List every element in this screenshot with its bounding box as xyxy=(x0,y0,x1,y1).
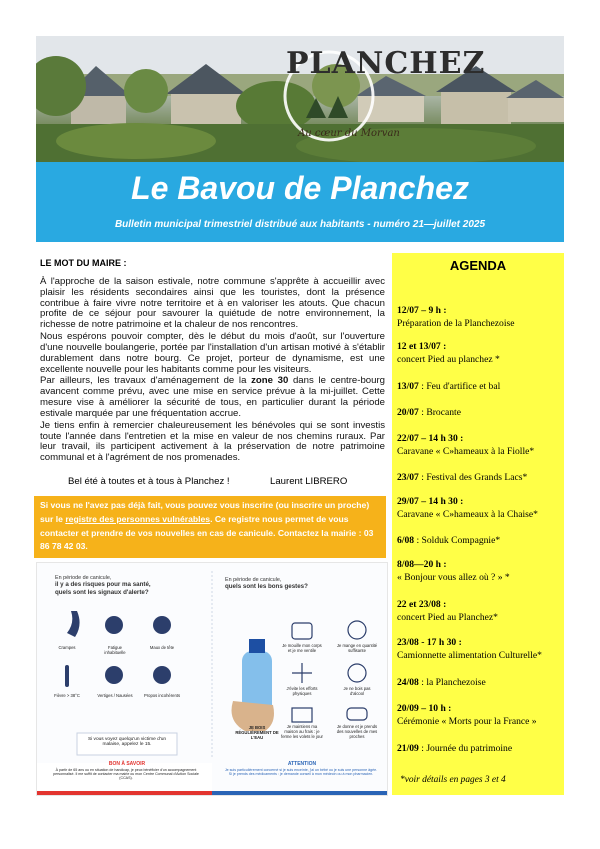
attention-title: ATTENTION xyxy=(287,761,317,767)
agenda-item: 29/07 – 14 h 30 : Caravane « C»hameaux à la Chaise* xyxy=(397,496,538,520)
logo-title: PLANCHEZ xyxy=(286,46,486,81)
call-15-message: Si vous voyez quelqu'un victime d'un malaise, appelez le 15. xyxy=(87,737,167,747)
mayor-paragraph-2: Nous espérons pouvoir compter, dès le début du mois d'août, sur l'ouverture d'une nouvelle boulangerie, portée par l'installation d'un artisan motivé à s'établir durablement dans notre bourg. Ce projet, porteur de dynamisme, est une excellente nouvelle pour les habitants comme pour les visiteurs. xyxy=(40,331,385,375)
drink-water-label: JE BOIS RÉGULIÈREMENT DE L'EAU xyxy=(235,725,279,740)
good-to-know-title: BON À SAVOIR xyxy=(108,761,146,767)
agenda-item: 12 et 13/07 : concert Pied au planchez * xyxy=(397,341,500,365)
mayor-paragraph-4: Je tiens enfin à remercier chaleureusement les bénévoles qui se sont investis toute l'année dans l'entretien et la mise en valeur de nos chemins ruraux. Par leur travail, ils participent activement à la préservation de notre patrimoine communal et à l'agrément de nos promenades. xyxy=(40,419,385,464)
newsletter-subtitle: Bulletin municipal trimestriel distribué aux habitants - numéro 21—juillet 2025 xyxy=(114,219,486,230)
registry-link[interactable]: registre des personnes vulnérables xyxy=(65,513,211,524)
mayor-signature: Laurent LIBRERO xyxy=(270,476,348,487)
agenda-footnote: *voir détails en pages 3 et 4 xyxy=(400,775,506,785)
agenda-item: 24/08 : la Planchezoise xyxy=(397,677,486,688)
signal-label: Maux de tête xyxy=(149,645,175,650)
heatwave-poster xyxy=(36,562,388,796)
mayor-paragraph-1: À l'approche de la saison estivale, notre commune s'apprête à accueillir avec plaisir les résidents secondaires ainsi que les touristes, dont la présence contribue à faire vivre notre territoire et à en valoriser les atouts. Que chacun profite de ce séjour pour savourer la quiétude de notre environnement, la richesse de notre patrimoine et la chaleur de nos rencontres. xyxy=(40,276,385,331)
mayor-paragraph-3: Par ailleurs, les travaux d'aménagement de la zone 30 dans le centre-bourg avancent comme prévu, avec une mise en service prévue à la mi-juillet. Cette mesure vise à améliorer la sécurité de tous, en particulier durant la période estivale marquée par une fréquentation accrue. xyxy=(40,375,385,419)
agenda-item: 21/09 : Journée du patrimoine xyxy=(397,743,513,754)
agenda-item: 20/07 : Brocante xyxy=(397,407,461,418)
agenda-item: 22 et 23/08 : concert Pied au Planchez* xyxy=(397,599,498,623)
agenda-item: 13/07 : Feu d'artifice et bal xyxy=(397,381,501,392)
good-to-know-text: À partir de 65 ans ou en situation de handicap, je peux bénéficier d'un accompagnement personnalisé. Il me suffit de contacter ma mairie ou mon Centre Communal d'Action Sociale (CCAS). xyxy=(53,768,199,780)
signal-label: Crampes xyxy=(58,645,76,650)
agenda-title: AGENDA xyxy=(449,258,507,273)
signal-label: Fatigue inhabituelle xyxy=(104,645,126,655)
agenda-item: 8/08—20 h : « Bonjour vous allez où ? » * xyxy=(397,559,510,583)
newsletter-title: Le Bavou de Planchez xyxy=(131,170,469,206)
agenda-item: 6/08 : Solduk Compagnie* xyxy=(397,535,501,546)
agenda-item: 23/07 : Festival des Grands Lacs* xyxy=(397,472,528,483)
signals-question: En période de canicule, il y a des risques pour ma santé, quels sont les signaux d'alerte? xyxy=(55,575,151,596)
gesture-label: Je ne bois pas d'alcool xyxy=(343,686,371,696)
gesture-label: Je donne et je prends des nouvelles de mes proches xyxy=(336,724,378,739)
mayor-word-text xyxy=(40,277,385,465)
agenda-item: 12/07 – 9 h : Préparation de la Planchezoise xyxy=(397,305,515,329)
zone-30-highlight: zone 30 xyxy=(251,375,289,387)
mayor-word-heading: LE MOT DU MAIRE : xyxy=(40,258,127,268)
agenda-item: 20/09 – 10 h : Cérémonie « Morts pour la France » xyxy=(397,703,537,727)
gesture-label: J'évite les efforts physiques xyxy=(286,686,318,696)
attention-text: Je suis particulièrement concerné si je suis enceinte, j'ai un bébé ou je suis une personne âgée. Si je prends des médicaments : je demande conseil à mon médecin ou à mon pharmacien. xyxy=(224,768,378,776)
title-band xyxy=(36,162,564,242)
gesture-label: Je maintiens ma maison au frais : je ferme les volets le jour xyxy=(281,724,323,739)
agenda-item: 22/07 – 14 h 30 : Caravane « C»hameaux à la Fiolle* xyxy=(397,433,535,457)
agenda-item: 23/08 - 17 h 30 : Camionnette alimentation Culturelle* xyxy=(397,637,542,661)
gestures-question: En période de canicule, quels sont les bons gestes? xyxy=(225,577,308,591)
gesture-label: Je mange en quantité suffisante xyxy=(336,643,378,653)
gesture-label: Je mouille mon corps et je me ventile xyxy=(282,643,322,653)
closing-line: Bel été à toutes et à tous à Planchez ! xyxy=(68,476,230,487)
signal-label: Vertiges / Nausées xyxy=(97,693,133,698)
logo-subtitle: Au cœur du Morvan xyxy=(298,128,400,139)
header-banner xyxy=(36,36,564,162)
agenda-panel xyxy=(392,253,564,795)
signal-label: Fièvre > 38°C xyxy=(54,693,80,698)
vulnerable-registry-notice: Si vous ne l'avez pas déjà fait, vous pouvez vous inscrire (ou inscrire un proche) sur le registre des personnes vulnérables. Ce registre nous permet de vous contacter et prendre de vos nouvelles en cas de canicule. Contactez la mairie : 03 86 78 42 03. xyxy=(34,496,386,558)
signal-label: Propos incohérents xyxy=(143,693,181,698)
